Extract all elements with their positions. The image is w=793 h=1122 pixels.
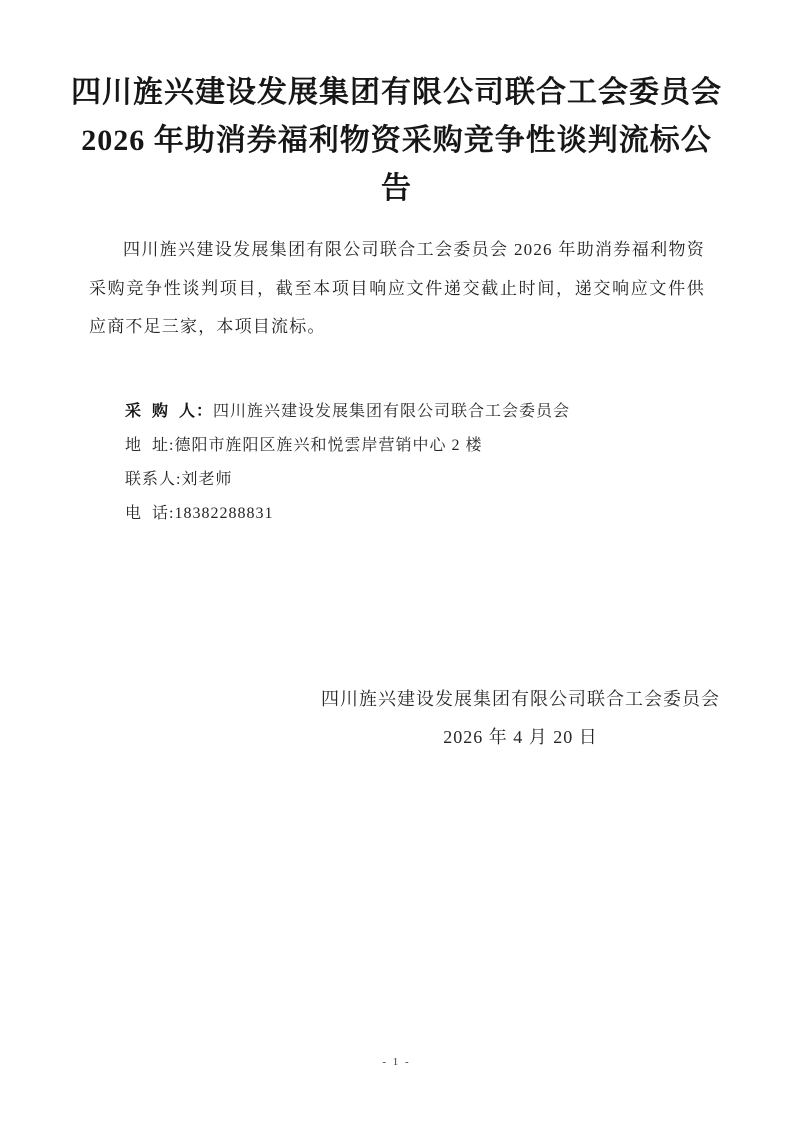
contact-block [125, 395, 570, 531]
title-line-1: 四川旌兴建设发展集团有限公司联合工会委员会 [71, 76, 722, 109]
contact-person-value: 刘老师 [181, 471, 233, 488]
address-label: 地 址: [125, 437, 175, 454]
purchaser-value: 四川旌兴建设发展集团有限公司联合工会委员会 [213, 403, 571, 420]
phone-line [125, 497, 570, 531]
document-title [45, 69, 748, 213]
purchaser-line [125, 395, 570, 429]
signature-block [321, 681, 720, 756]
signature-org: 四川旌兴建设发展集团有限公司联合工会委员会 [321, 689, 720, 709]
title-line-3: 告 [381, 172, 412, 205]
contact-person-line [125, 463, 570, 497]
phone-value: 18382288831 [174, 505, 274, 522]
phone-label: 电 话: [125, 505, 175, 522]
page-number: - 1 - [382, 1056, 411, 1068]
signature-date: 2026 年 4 月 20 日 [443, 726, 598, 747]
title-line-2: 2026 年助消券福利物资采购竞争性谈判流标公 [81, 124, 712, 157]
purchaser-label: 采 购 人： [125, 403, 214, 420]
announcement-body: 四川旌兴建设发展集团有限公司联合工会委员会 2026 年助消券福利物资采购竞争性谈判项目，截至本项目响应文件递交截止时间，递交响应文件供应商不足三家，本项目流标。 [89, 240, 705, 336]
address-value: 德阳市旌阳区旌兴和悦雲岸营销中心 2 楼 [174, 437, 483, 454]
contact-person-label: 联系人: [125, 471, 182, 488]
address-line [125, 429, 570, 463]
